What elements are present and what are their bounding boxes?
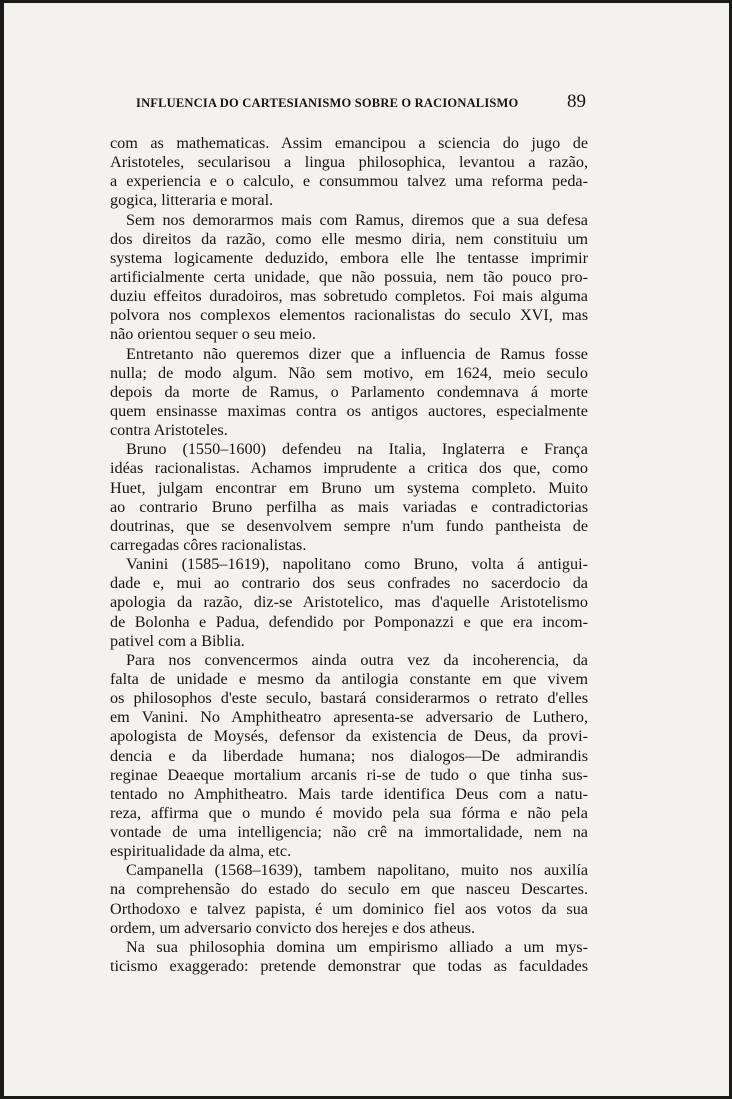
text-line: carregadas côres racionalistas. — [110, 535, 307, 554]
text-line: de Bolonha e Padua, defendido por Pomponazzi e que era incom- — [110, 612, 588, 631]
text-line: contra Aristoteles. — [110, 421, 228, 440]
text-line: reginae Deaeque mortalium arcanis ri-se de tudo o que tinha sus- — [110, 765, 588, 784]
text-line: falta de unidade e mesmo da antilogia constante em que vivem — [110, 669, 588, 688]
text-line: reza, affirma que o mundo é movido pela sua fórma e não pela — [110, 803, 588, 822]
text-line: doutrinas, que se desenvolvem sempre n'um fundo pantheista de — [110, 516, 588, 535]
text-line: com as mathematicas. Assim emancipou a sciencia do jugo de — [110, 134, 588, 152]
text-line: ordem, um adversario convicto dos herejes e dos atheus. — [110, 918, 476, 937]
text-line: vontade de uma intelligencia; não crê na immortalidade, nem na — [110, 823, 588, 842]
text-line: gogica, litteraria e moral. — [110, 191, 274, 210]
text-line: espiritualidade da alma, etc. — [110, 842, 292, 861]
body-text — [110, 134, 588, 976]
text-line: apologia da razão, diz-se Aristotelico, mas d'aquelle Aristotelismo — [110, 593, 588, 612]
text-line: dos direitos da razão, como elle mesmo diria, nem constituiu um — [110, 229, 588, 248]
text-line: Huet, julgam encontrar em Bruno um systema completo. Muito — [110, 478, 588, 497]
text-line: Na sua philosophia domina um empirismo alliado a um mys- — [126, 937, 588, 956]
page-number: 89 — [567, 91, 586, 112]
text-line: Aristoteles, secularisou a lingua philosophica, levantou a razão, — [110, 153, 588, 172]
text-line: Campanella (1568–1639), tambem napolitano, muito nos auxilía — [126, 861, 588, 880]
text-line: Bruno (1550–1600) defendeu na Italia, Inglaterra e França — [126, 440, 588, 459]
text-line: na comprehensão do estado do seculo em que nasceu Descartes. — [110, 880, 588, 899]
text-line: em Vanini. No Amphitheatro apresenta-se adversario de Luthero, — [110, 708, 588, 727]
text-line: Vanini (1585–1619), napolitano como Bruno, volta á antigui- — [126, 555, 588, 574]
text-line: a experiencia e o calculo, e consummou talvez uma reforma peda- — [110, 172, 588, 191]
text-line: artificialmente certa unidade, que não possuia, nem tão pouco pro- — [110, 267, 588, 286]
text-line: systema logicamente deduzido, embora elle lhe tentasse imprimir — [110, 248, 588, 267]
text-line: apologista de Moysés, defensor da existencia de Deus, da provi- — [110, 727, 588, 746]
text-line: não orientou sequer o seu meio. — [110, 325, 316, 344]
text-line: Sem nos demorarmos mais com Ramus, diremos que a sua defesa — [126, 210, 588, 229]
text-line: ticismo exaggerado: pretende demonstrar que todas as faculdades — [110, 957, 588, 976]
text-line: os philosophos d'este seculo, bastará considerarmos o retrato d'elles — [110, 689, 588, 708]
text-line: ao contrario Bruno perfilha as mais variadas e contradictorias — [110, 497, 588, 516]
text-line: depois da morte de Ramus, o Parlamento condemnava á morte — [110, 382, 588, 401]
text-line: dade e, mui ao contrario dos seus confrades no sacerdocio da — [110, 574, 588, 593]
text-line: Orthodoxo e talvez papista, é um dominico fiel aos votos da sua — [110, 899, 588, 918]
text-line: quem ensinasse maximas contra os antigos auctores, especialmente — [110, 401, 588, 420]
text-line: Entretanto não queremos dizer que a influencia de Ramus fosse — [126, 344, 588, 363]
text-line: dencia e da liberdade humana; nos dialogos—De admirandis — [110, 746, 588, 765]
running-header — [136, 91, 586, 113]
text-line: polvora nos complexos elementos racionalistas do seculo XVI, mas — [110, 306, 588, 325]
text-line: duziu effeitos duradoiros, mas sobretudo completos. Foi mais alguma — [110, 287, 588, 306]
text-line: idéas racionalistas. Achamos imprudente a critica dos que, como — [110, 459, 588, 478]
text-line: nulla; de modo algum. Não sem motivo, em 1624, meio seculo — [110, 363, 588, 382]
running-title: INFLUENCIA DO CARTESIANISMO SOBRE O RACIONALISMO — [136, 96, 519, 110]
text-line: tentado no Amphitheatro. Mais tarde identifica Deus com a natu- — [110, 784, 588, 803]
text-line: Para nos convencermos ainda outra vez da incoherencia, da — [126, 650, 588, 669]
text-line: pativel com a Biblia. — [110, 631, 245, 650]
